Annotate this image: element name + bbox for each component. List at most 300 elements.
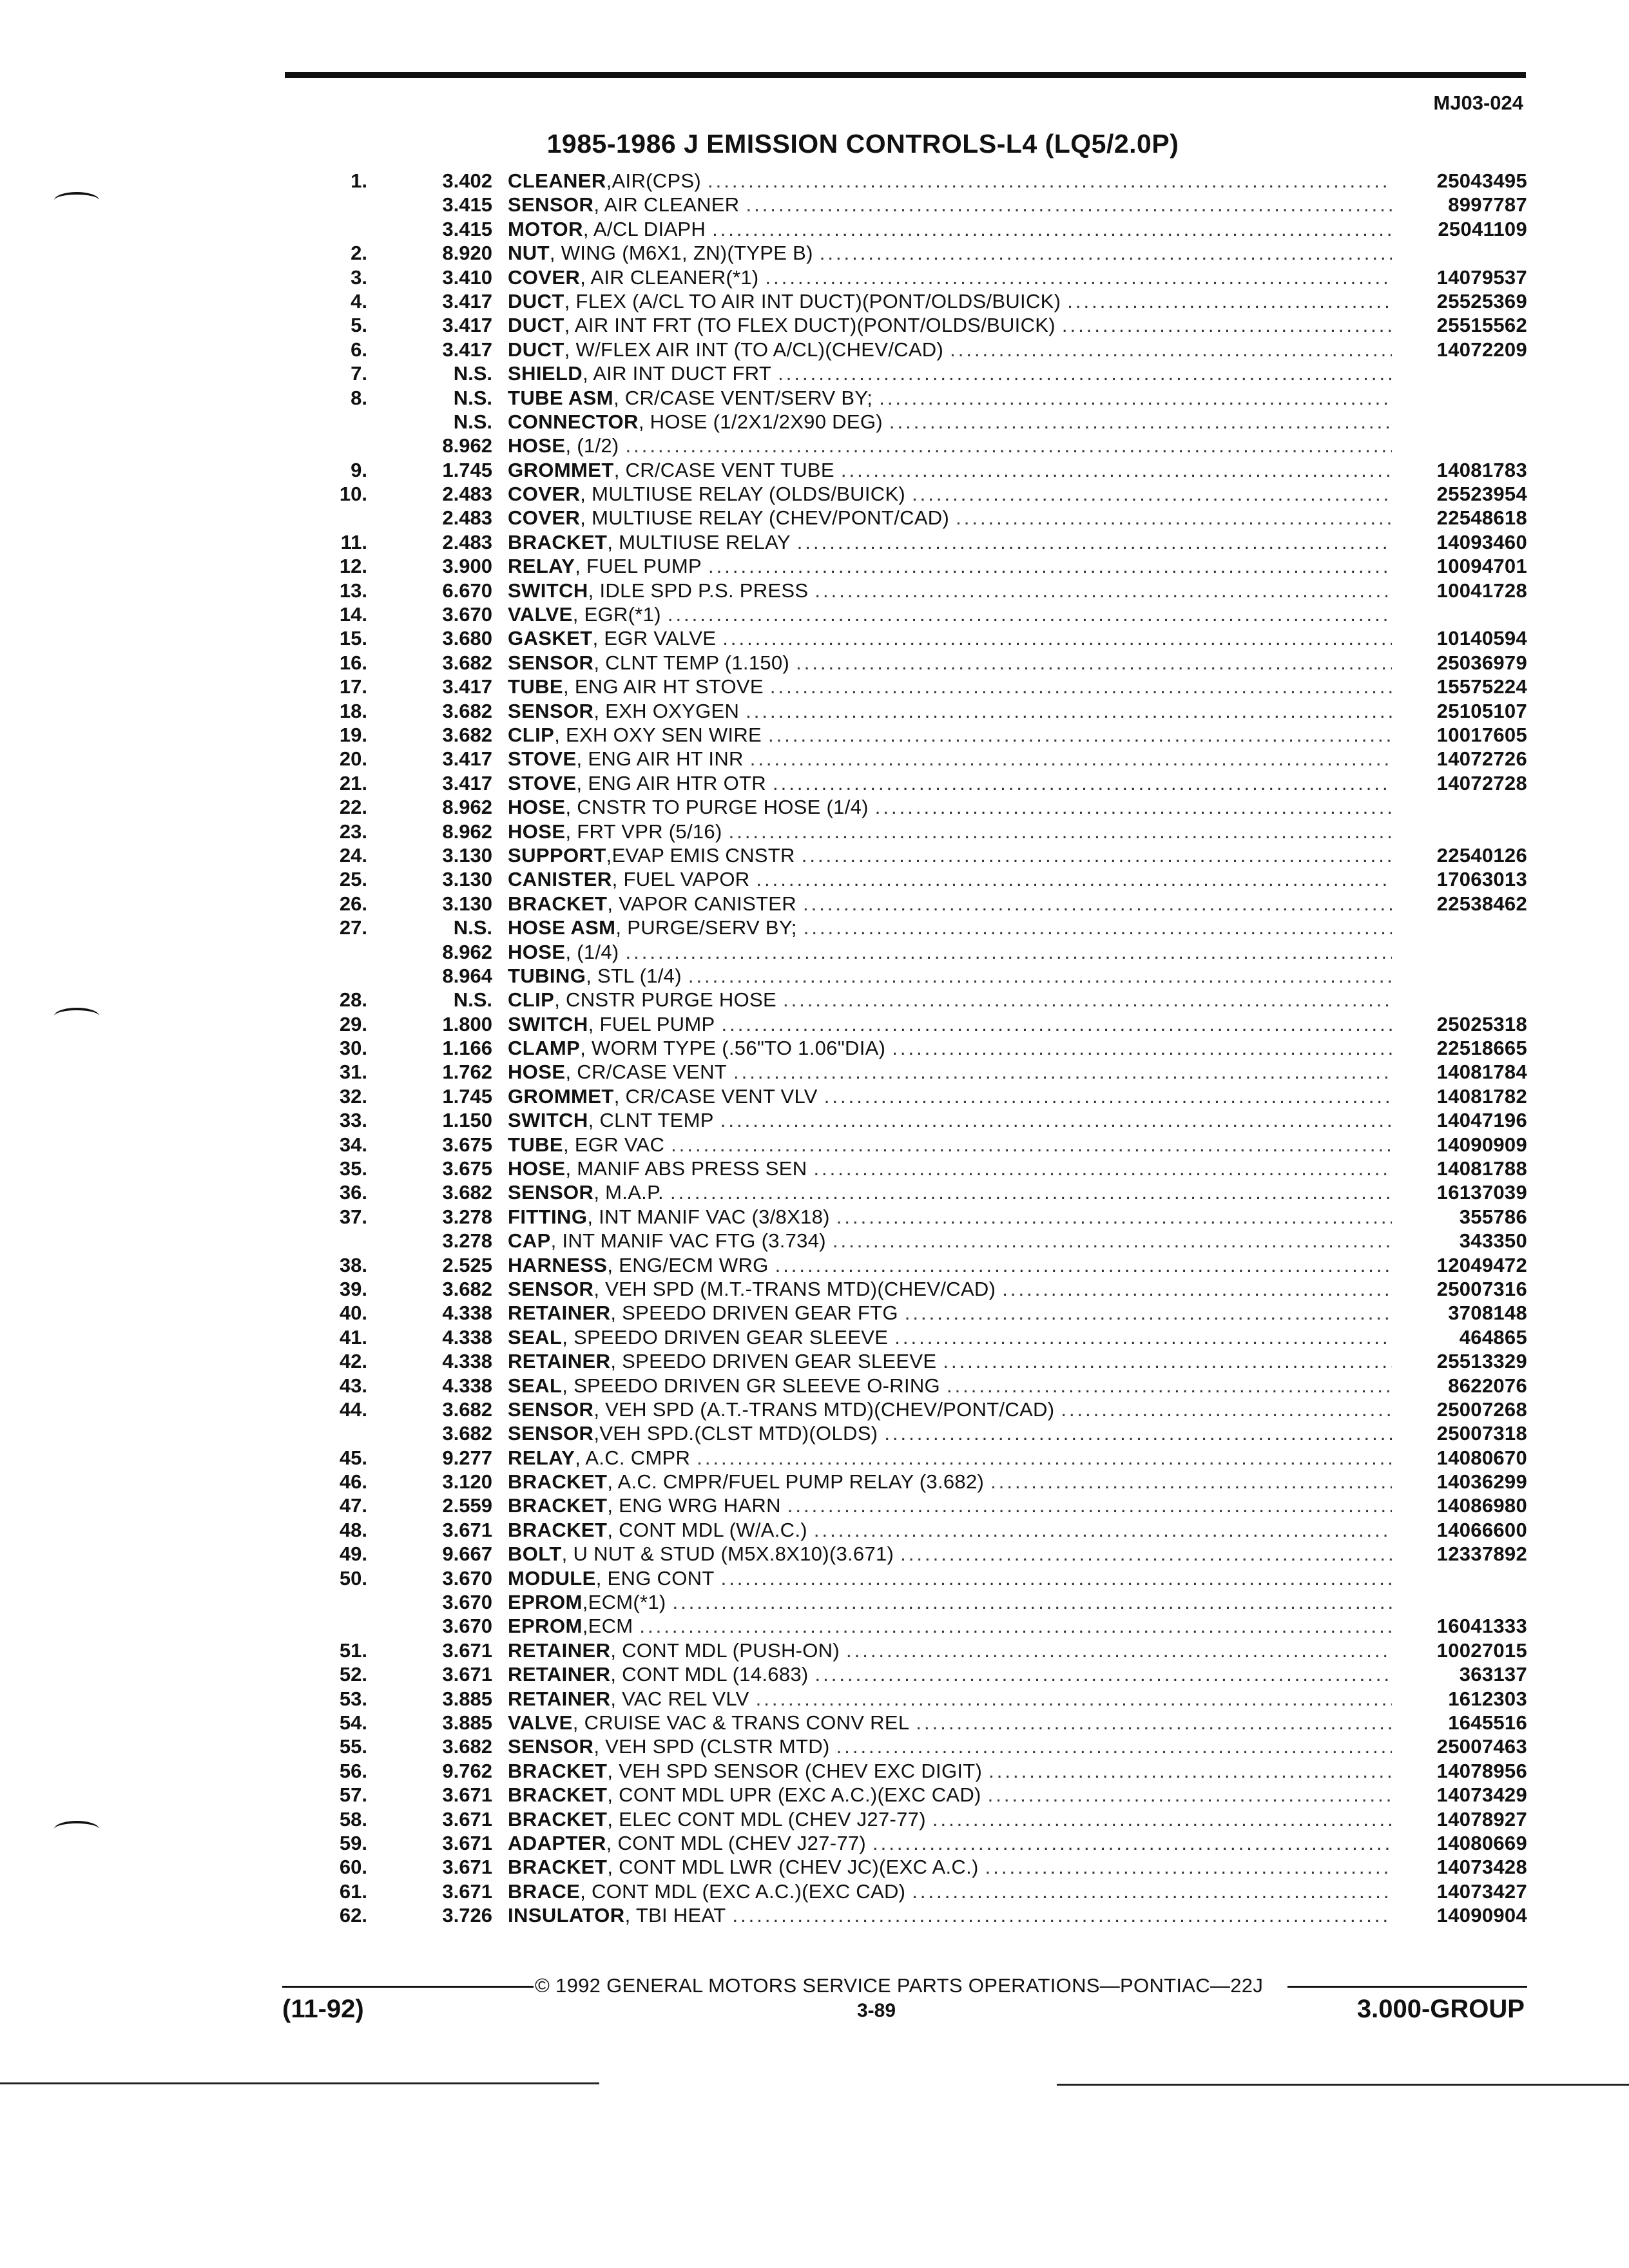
group-number: 3.680	[442, 627, 492, 650]
group-number: 3.670	[442, 1591, 492, 1614]
part-name: SEAL	[508, 1374, 563, 1397]
part-detail: , CNSTR PURGE HOSE	[554, 988, 776, 1012]
part-description	[508, 1518, 1392, 1542]
part-detail: , CRUISE VAC & TRANS CONV REL	[572, 1711, 910, 1734]
dot-leader	[940, 1374, 1392, 1398]
dot-leader	[872, 386, 1392, 410]
item-number: 26.	[339, 892, 367, 915]
part-description	[508, 1759, 1392, 1783]
part-number: 25513329	[1436, 1350, 1527, 1373]
part-detail: , AIR CLEANER(*1)	[580, 265, 759, 289]
dot-leader	[818, 1084, 1392, 1108]
part-number: 14080670	[1436, 1446, 1527, 1469]
item-number: 2.	[351, 242, 367, 265]
parts-row	[284, 1639, 1527, 1662]
part-description	[508, 699, 1392, 723]
part-number: 464865	[1459, 1325, 1527, 1349]
dot-leader	[702, 554, 1392, 578]
dot-leader	[766, 771, 1392, 795]
part-name: GROMMET	[508, 1084, 614, 1108]
group-number: 3.130	[442, 843, 492, 867]
part-description	[508, 1108, 1392, 1132]
item-number: 54.	[339, 1711, 367, 1734]
item-number: 13.	[339, 579, 367, 602]
part-detail: , HOSE (1/2X1/2X90 DEG)	[638, 410, 883, 433]
part-number: 14081782	[1436, 1084, 1527, 1108]
part-number: 14090904	[1436, 1904, 1527, 1927]
part-detail: , VEH SPD (M.T.-TRANS MTD)(CHEV/CAD)	[593, 1277, 996, 1300]
parts-row	[284, 1398, 1527, 1421]
group-number: 3.682	[442, 1181, 492, 1204]
dot-leader	[949, 506, 1392, 530]
part-detail: , SPEEDO DRIVEN GEAR FTG	[610, 1302, 898, 1325]
part-detail: , SPEEDO DRIVEN GEAR SLEEVE	[562, 1325, 889, 1349]
item-number: 27.	[339, 916, 367, 939]
part-number: 25525369	[1436, 289, 1527, 312]
item-number: 11.	[340, 530, 367, 553]
parts-row	[284, 554, 1527, 578]
binder-hole-mark	[54, 192, 99, 209]
parts-row	[284, 1614, 1527, 1638]
part-description	[508, 1831, 1392, 1855]
item-number: 31.	[339, 1061, 367, 1084]
group-number: 8.962	[442, 796, 492, 819]
part-name: DUCT	[508, 338, 564, 361]
part-detail: , A/CL DIAPH	[583, 217, 706, 240]
parts-row	[284, 843, 1527, 867]
part-name: SWITCH	[508, 1012, 588, 1035]
part-number: 22538462	[1436, 892, 1527, 915]
dot-leader	[716, 626, 1392, 650]
part-name: HOSE	[508, 434, 566, 457]
part-number: 14081784	[1436, 1061, 1527, 1084]
part-detail: , U NUT & STUD (M5X.8X10)(3.671)	[561, 1542, 894, 1566]
part-number: 14036299	[1436, 1470, 1527, 1494]
item-number: 22.	[339, 796, 367, 819]
part-detail: , SPEEDO DRIVEN GR SLEEVE O-RING	[562, 1374, 940, 1397]
part-detail: , (1/4)	[565, 940, 619, 963]
dot-leader	[706, 217, 1392, 241]
item-number: 16.	[339, 651, 367, 674]
part-detail: , AIR INT FRT (TO FLEX DUCT)(PONT/OLDS/BUICK)	[564, 314, 1055, 337]
part-description	[508, 313, 1392, 337]
part-name: STOVE	[508, 747, 577, 771]
group-number: 2.559	[442, 1494, 492, 1517]
part-description	[508, 289, 1392, 313]
group-number: 8.962	[442, 434, 492, 457]
group-number: N.S.	[453, 410, 492, 433]
part-description	[508, 1566, 1392, 1590]
part-detail: , ENG AIR HT STOVE	[563, 675, 764, 698]
item-number: 56.	[339, 1759, 367, 1782]
dot-leader	[1061, 289, 1392, 313]
group-number: 3.670	[442, 603, 492, 626]
parts-row	[284, 193, 1527, 216]
dot-leader	[834, 458, 1392, 482]
part-description	[508, 1301, 1392, 1325]
part-description	[508, 1060, 1392, 1084]
part-detail: ,EVAP EMIS CNSTR	[606, 843, 795, 867]
parts-row	[284, 1783, 1527, 1807]
item-number: 51.	[339, 1639, 367, 1662]
dot-leader	[840, 1639, 1392, 1662]
part-number: 25041109	[1438, 217, 1527, 240]
part-detail: , CR/CASE VENT TUBE	[613, 458, 834, 481]
part-name: GROMMET	[508, 458, 614, 481]
part-description	[508, 892, 1392, 916]
part-detail: , VEH SPD (CLSTR MTD)	[593, 1735, 830, 1758]
part-description	[508, 1687, 1392, 1711]
part-name: BRACKET	[508, 1470, 608, 1494]
item-number: 61.	[339, 1879, 367, 1903]
part-detail: , WORM TYPE (.56"TO 1.06"DIA)	[580, 1037, 886, 1060]
part-detail: , CONT MDL (PUSH-ON)	[610, 1639, 840, 1662]
part-number: 14093460	[1436, 530, 1527, 553]
group-number: 3.682	[442, 723, 492, 746]
part-description	[508, 530, 1392, 554]
part-number: 25025318	[1436, 1012, 1527, 1035]
parts-row	[284, 1229, 1527, 1253]
part-detail: , ENG AIR HTR OTR	[576, 771, 766, 794]
parts-row	[284, 602, 1527, 626]
part-detail: , VAC REL VLV	[610, 1687, 749, 1710]
part-description	[508, 434, 1392, 457]
part-number: 10017605	[1436, 723, 1527, 746]
group-number: N.S.	[453, 386, 492, 409]
part-detail: ,VEH SPD.(CLST MTD)(OLDS)	[593, 1422, 878, 1445]
part-name: HOSE	[508, 940, 566, 963]
part-detail: , EGR VALVE	[592, 627, 717, 650]
item-number: 12.	[339, 555, 367, 578]
part-number: 14047196	[1436, 1109, 1527, 1132]
item-number: 19.	[339, 723, 367, 746]
part-number: 14078956	[1436, 1759, 1527, 1782]
item-number: 33.	[339, 1109, 367, 1132]
parts-row	[284, 579, 1527, 602]
part-description	[508, 1133, 1392, 1157]
group-number: 3.885	[442, 1711, 492, 1734]
parts-row	[284, 1421, 1527, 1445]
dot-leader	[981, 1783, 1392, 1807]
part-name: BRACKET	[508, 1759, 608, 1782]
part-description	[508, 626, 1392, 650]
group-number: 1.150	[442, 1109, 492, 1132]
parts-row	[284, 1735, 1527, 1758]
part-description	[508, 1398, 1392, 1421]
parts-row	[284, 1349, 1527, 1373]
part-name: SUPPORT	[508, 843, 606, 867]
dot-leader	[771, 361, 1392, 385]
dot-leader	[682, 964, 1392, 988]
part-description	[508, 1903, 1392, 1927]
part-number: 14081783	[1436, 458, 1527, 481]
dot-leader	[633, 1614, 1392, 1638]
parts-row	[284, 1277, 1527, 1301]
part-name: HOSE	[508, 1157, 566, 1180]
part-number: 14066600	[1436, 1518, 1527, 1541]
part-description	[508, 1446, 1392, 1470]
dot-leader	[909, 1711, 1392, 1735]
group-label: 3.000-GROUP	[1356, 1995, 1525, 2023]
parts-row	[284, 1084, 1527, 1108]
part-detail: , A.C. CMPR/FUEL PUMP RELAY (3.682)	[607, 1470, 985, 1494]
parts-row	[284, 1374, 1527, 1398]
dot-leader	[795, 843, 1392, 867]
parts-row	[284, 820, 1527, 843]
part-detail: , INT MANIF VAC (3/8X18)	[587, 1205, 830, 1228]
item-number: 5.	[351, 314, 367, 337]
part-name: SENSOR	[508, 1277, 594, 1300]
part-description	[508, 820, 1392, 843]
item-number: 20.	[339, 747, 367, 771]
group-number: 3.278	[442, 1229, 492, 1253]
part-number: 22540126	[1436, 843, 1527, 867]
group-number: 3.675	[442, 1133, 492, 1156]
part-detail: , CR/CASE VENT/SERV BY;	[613, 386, 873, 409]
part-detail: , STL (1/4)	[586, 964, 682, 987]
group-number: N.S.	[453, 916, 492, 939]
parts-row	[284, 892, 1527, 916]
part-number: 25105107	[1436, 699, 1527, 722]
group-number: 3.675	[442, 1157, 492, 1180]
dot-leader	[749, 1687, 1392, 1711]
part-name: COVER	[508, 265, 581, 289]
dot-leader	[739, 699, 1392, 723]
part-name: TUBE	[508, 675, 563, 698]
parts-row	[284, 1205, 1527, 1229]
part-number: 14073428	[1436, 1856, 1527, 1879]
part-name: HOSE	[508, 796, 566, 819]
part-name: BRACKET	[508, 1856, 608, 1879]
part-description	[508, 1084, 1392, 1108]
part-number: 25007316	[1436, 1277, 1527, 1300]
parts-row	[284, 1759, 1527, 1783]
parts-row	[284, 458, 1527, 482]
group-number: 1.745	[442, 458, 492, 481]
group-number: 3.671	[442, 1856, 492, 1879]
parts-row	[284, 651, 1527, 675]
part-description	[508, 843, 1392, 867]
parts-row	[284, 1855, 1527, 1879]
group-number: 3.682	[442, 1422, 492, 1445]
group-number: 3.671	[442, 1879, 492, 1903]
group-number: 3.417	[442, 314, 492, 337]
item-number: 46.	[339, 1470, 367, 1494]
part-description	[508, 1325, 1392, 1349]
part-number: 10041728	[1436, 579, 1527, 602]
part-number: 14073429	[1436, 1783, 1527, 1807]
group-number: 3.885	[442, 1687, 492, 1710]
parts-row	[284, 169, 1527, 193]
part-description	[508, 386, 1392, 410]
dot-leader	[808, 579, 1392, 602]
part-description	[508, 651, 1392, 675]
part-description	[508, 1349, 1392, 1373]
part-name: CONNECTOR	[508, 410, 639, 433]
part-detail: , MULTIUSE RELAY (OLDS/BUICK)	[580, 483, 906, 506]
item-number: 32.	[339, 1084, 367, 1108]
parts-row	[284, 482, 1527, 506]
group-number: 8.964	[442, 964, 492, 987]
item-number: 18.	[339, 699, 367, 722]
group-number: 3.278	[442, 1205, 492, 1228]
part-detail: , CONT MDL (14.683)	[610, 1663, 809, 1686]
part-detail: , ENG/ECM WRG	[607, 1253, 769, 1276]
part-description	[508, 1012, 1392, 1036]
part-number: 22548618	[1436, 506, 1527, 530]
parts-row	[284, 1590, 1527, 1614]
part-detail: , CONT MDL UPR (EXC A.C.)(EXC CAD)	[607, 1783, 981, 1807]
item-number: 25.	[339, 868, 367, 891]
dot-leader	[666, 1590, 1392, 1614]
part-name: SENSOR	[508, 651, 594, 674]
part-description	[508, 988, 1392, 1012]
part-detail: , EGR(*1)	[572, 603, 661, 626]
document-code: MJ03-024	[1433, 91, 1523, 114]
item-number: 40.	[339, 1302, 367, 1325]
part-detail: , AIR INT DUCT FRT	[583, 362, 772, 385]
parts-row	[284, 1325, 1527, 1349]
item-number: 10.	[339, 483, 367, 506]
part-number: 14079537	[1436, 265, 1527, 289]
dot-leader	[664, 1133, 1392, 1157]
part-name: DUCT	[508, 314, 564, 337]
parts-row	[284, 338, 1527, 361]
dot-leader	[619, 940, 1392, 964]
part-description	[508, 579, 1392, 602]
part-description	[508, 1180, 1392, 1204]
dot-leader	[905, 482, 1392, 506]
part-detail: , FUEL VAPOR	[612, 868, 750, 891]
part-number: 25043495	[1436, 169, 1527, 192]
parts-row	[284, 530, 1527, 554]
part-name: STOVE	[508, 771, 577, 794]
part-number: 25515562	[1436, 314, 1527, 337]
part-description	[508, 1807, 1392, 1831]
part-detail: , CONT MDL (W/A.C.)	[607, 1518, 807, 1541]
parts-row	[284, 1470, 1527, 1494]
parts-list	[284, 169, 1527, 1928]
dot-leader	[789, 651, 1392, 675]
group-number: 3.671	[442, 1807, 492, 1831]
part-detail: , FLEX (A/CL TO AIR INT DUCT)(PONT/OLDS/BUICK)	[564, 289, 1061, 312]
part-name: BRACKET	[508, 1518, 608, 1541]
part-detail: , FUEL PUMP	[588, 1012, 715, 1035]
part-detail: , EGR VAC	[563, 1133, 665, 1156]
part-detail: , CNSTR TO PURGE HOSE (1/4)	[565, 796, 869, 819]
part-description	[508, 361, 1392, 385]
item-number: 47.	[339, 1494, 367, 1517]
part-number: 15575224	[1436, 675, 1527, 698]
group-number: 9.667	[442, 1542, 492, 1566]
part-name: RELAY	[508, 1446, 575, 1469]
part-description	[508, 964, 1392, 988]
footer-rule-right	[1287, 1986, 1527, 1988]
parts-row	[284, 1518, 1527, 1542]
part-name: CANISTER	[508, 868, 612, 891]
parts-row	[284, 1494, 1527, 1517]
dot-leader	[739, 193, 1392, 216]
group-number: 3.410	[442, 265, 492, 289]
group-number: 1.166	[442, 1037, 492, 1060]
part-detail: , WING (M6X1, ZN)(TYPE B)	[549, 242, 813, 265]
item-number: 36.	[339, 1181, 367, 1204]
item-number: 50.	[339, 1566, 367, 1590]
parts-row	[284, 1879, 1527, 1903]
part-name: SENSOR	[508, 1735, 594, 1758]
part-number: 14080669	[1436, 1831, 1527, 1854]
parts-row	[284, 361, 1527, 385]
parts-row	[284, 506, 1527, 530]
dot-leader	[894, 1542, 1392, 1566]
binder-hole-mark	[54, 1821, 99, 1838]
part-description	[508, 482, 1392, 506]
dot-leader	[661, 602, 1392, 626]
part-description	[508, 1639, 1392, 1662]
part-name: SWITCH	[508, 579, 588, 602]
part-description	[508, 217, 1392, 241]
parts-row	[284, 313, 1527, 337]
dot-leader	[781, 1494, 1392, 1517]
part-detail: , INT MANIF VAC FTG (3.734)	[550, 1229, 826, 1253]
dot-leader	[762, 723, 1392, 747]
part-name: COVER	[508, 483, 581, 506]
group-number: 3.415	[442, 217, 492, 240]
item-number: 43.	[339, 1374, 367, 1397]
parts-row	[284, 1036, 1527, 1060]
group-number: 3.417	[442, 771, 492, 794]
part-description	[508, 1735, 1392, 1758]
part-description	[508, 1662, 1392, 1686]
parts-row	[284, 386, 1527, 410]
dot-leader	[830, 1205, 1392, 1229]
group-number: 8.962	[442, 820, 492, 843]
part-description	[508, 1590, 1392, 1614]
part-number: 10094701	[1436, 555, 1527, 578]
item-number: 59.	[339, 1831, 367, 1854]
part-detail: , SPEEDO DRIVEN GEAR SLEEVE	[610, 1350, 937, 1373]
part-number: 25036979	[1436, 651, 1527, 674]
part-name: SWITCH	[508, 1109, 588, 1132]
group-number: 3.900	[442, 555, 492, 578]
parts-row	[284, 1662, 1527, 1686]
item-number: 6.	[351, 338, 367, 361]
parts-row	[284, 289, 1527, 313]
part-name: GASKET	[508, 627, 593, 650]
part-detail: , MANIF ABS PRESS SEN	[565, 1157, 807, 1180]
item-number: 17.	[339, 675, 367, 698]
item-number: 23.	[339, 820, 367, 843]
group-number: 4.338	[442, 1302, 492, 1325]
dot-leader	[996, 1277, 1392, 1301]
item-number: 38.	[339, 1253, 367, 1276]
parts-row	[284, 434, 1527, 457]
part-number: 10027015	[1436, 1639, 1527, 1662]
part-name: SENSOR	[508, 699, 594, 722]
part-description	[508, 1855, 1392, 1879]
group-number: 3.417	[442, 338, 492, 361]
group-number: 4.338	[442, 1374, 492, 1397]
part-detail: , ELEC CONT MDL (CHEV J27-77)	[607, 1807, 926, 1831]
parts-row	[284, 1157, 1527, 1180]
part-description	[508, 940, 1392, 964]
dot-leader	[830, 1735, 1392, 1758]
part-detail: , CR/CASE VENT	[565, 1061, 727, 1084]
dot-leader	[1055, 313, 1392, 337]
part-name: CLEANER	[508, 169, 606, 192]
part-description	[508, 771, 1392, 795]
dot-leader	[796, 892, 1392, 916]
